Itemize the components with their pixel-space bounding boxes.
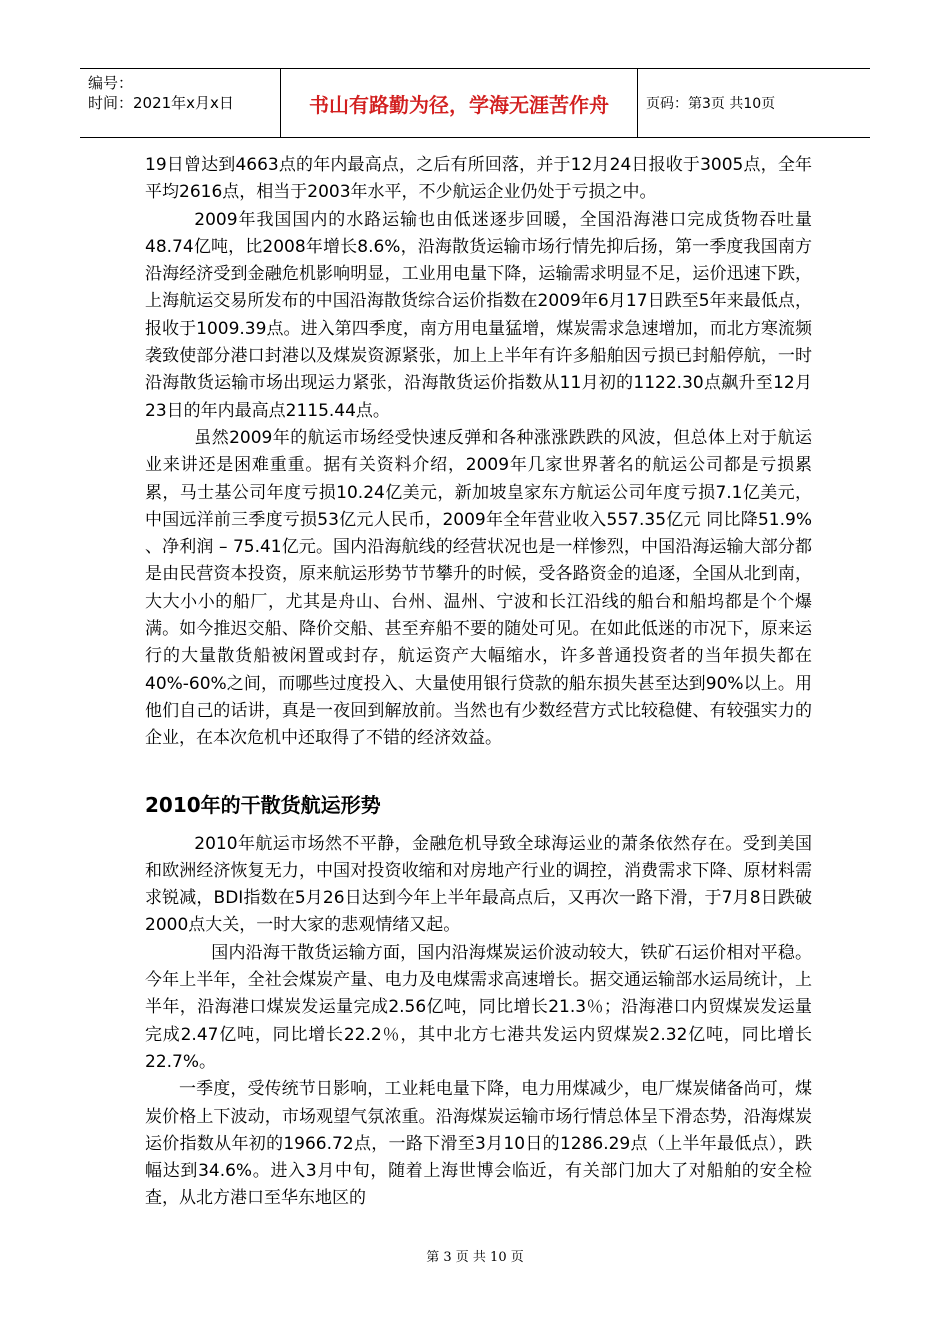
paragraph-first-quarter: 一季度，受传统节日影响，工业耗电量下降，电力用煤减少，电厂煤炭储备尚可，煤炭价格上下波动，市场观望气氛浓重。沿海煤炭运输市场行情总体呈下滑态势，沿海煤炭运价指数从年初的1966.72点，一路下滑至3月10日的1286.29点（上半年最低点），跌幅达到34.6%。进入3月中旬，随着上海世博会临近，有关部门加大了对船舶的安全检查，从北方港口至华东地区的 [145,1079,812,1209]
header-motto: 书山有路勤为径，学海无涯苦作舟 [280,69,638,137]
paragraph-2009-summary: 虽然2009年的航运市场经受快速反弹和各种涨涨跌跌的风波，但总体上对于航运业来讲还是困难重重。据有关资料介绍，2009年几家世界著名的航运公司都是亏损累累，马士基公司年度亏损10.24亿美元，新加坡皇家东方航运公司年度亏损7.1亿美元，中国远洋前三季度亏损53亿元人民币，2009年全年营业收入557.35亿元 同比降51.9% 、净利润 – 75.41亿元。国内沿海航线的经营状况也是一样惨烈，中国沿海运输大部分都是由民营资本投资，原来航运形势节节攀升的时候，受各路资金的追逐，全国从北到南，大大小小的船厂，尤其是舟山、台州、温州、宁波和长江沿线的船台和船坞都是个个爆满。如今推迟交船、降价交船、甚至弃船不要的随处可见。在如此低迷的市况下，原来运行的大量散货船被闲置或封存，航运资产大幅缩水，许多普通投资者的当年损失都在40%-60%之间，而哪些过度投入、大量使用银行贷款的船东损失甚至达到90%以上。用他们自己的话讲，真是一夜回到解放前。当然也有少数经营方式比较稳健、有较强实力的企业，在本次危机中还取得了不错的经济效益。 [145,427,812,749]
paragraph-domestic-coal: 国内沿海干散货运输方面，国内沿海煤炭运价波动较大，铁矿石运价相对平稳。今年上半年，全社会煤炭产量、电力及电煤需求高速增长。据交通运输部水运局统计，上半年，沿海港口煤炭发运量完成2.56亿吨，同比增长21.3％；沿海港口内贸煤炭发运量完成2.47亿吨，同比增长22.2％，其中北方七港共发运内贸煤炭2.32亿吨，同比增长22.7%。 [145,942,812,1072]
paragraph-2009-domestic: 2009年我国国内的水路运输也由低迷逐步回暖，全国沿海港口完成货物吞吐量48.74亿吨，比2008年增长8.6%，沿海散货运输市场行情先抑后扬，第一季度我国南方沿海经济受到金融危机影响明显，工业用电量下降，运输需求明显不足，运价迅速下跌，上海航运交易所发布的中国沿海散货综合运价指数在2009年6月17日跌至5年来最低点，报收于1009.39点。进入第四季度，南方用电量猛增，煤炭需求急速增加，而北方寒流频袭致使部分港口封港以及煤炭资源紧张，加上上半年有许多船舶因亏损已封船停航，一时沿海散货运输市场出现运力紧张，沿海散货运价指数从11月初的1122.30点飙升至12月23日的年内最高点2115.44点。 [145,209,812,421]
document-date: 时间：2021年x月x日 [88,94,234,112]
paragraph-2010-market: 2010年航运市场然不平静，金融危机导致全球海运业的萧条依然存在。受到美国和欧洲经济恢复无力，中国对投资收缩和对房地产行业的调控，消费需求下降、原材料需求锐减，BDI指数在5月26日达到今年上半年最高点后，又再次一路下滑，于7月8日跌破2000点大关，一时大家的悲观情绪又起。 [145,833,812,936]
document-number-label: 编号： [88,74,134,92]
page-header [80,68,870,138]
section-heading: 2010年的干散货航运形势 [145,792,381,817]
header-meta [80,69,280,137]
paragraph-continuation: 19日曾达到4663点的年内最高点，之后有所回落，并于12月24日报收于3005点，全年平均2616点，相当于2003年水平，不少航运企业仍处于亏损之中。 [145,155,812,203]
header-page-info: 页码：第3页 共10页 [646,96,776,112]
document-body [145,152,812,1213]
page-footer: 第 3 页 共 10 页 [426,1250,524,1265]
